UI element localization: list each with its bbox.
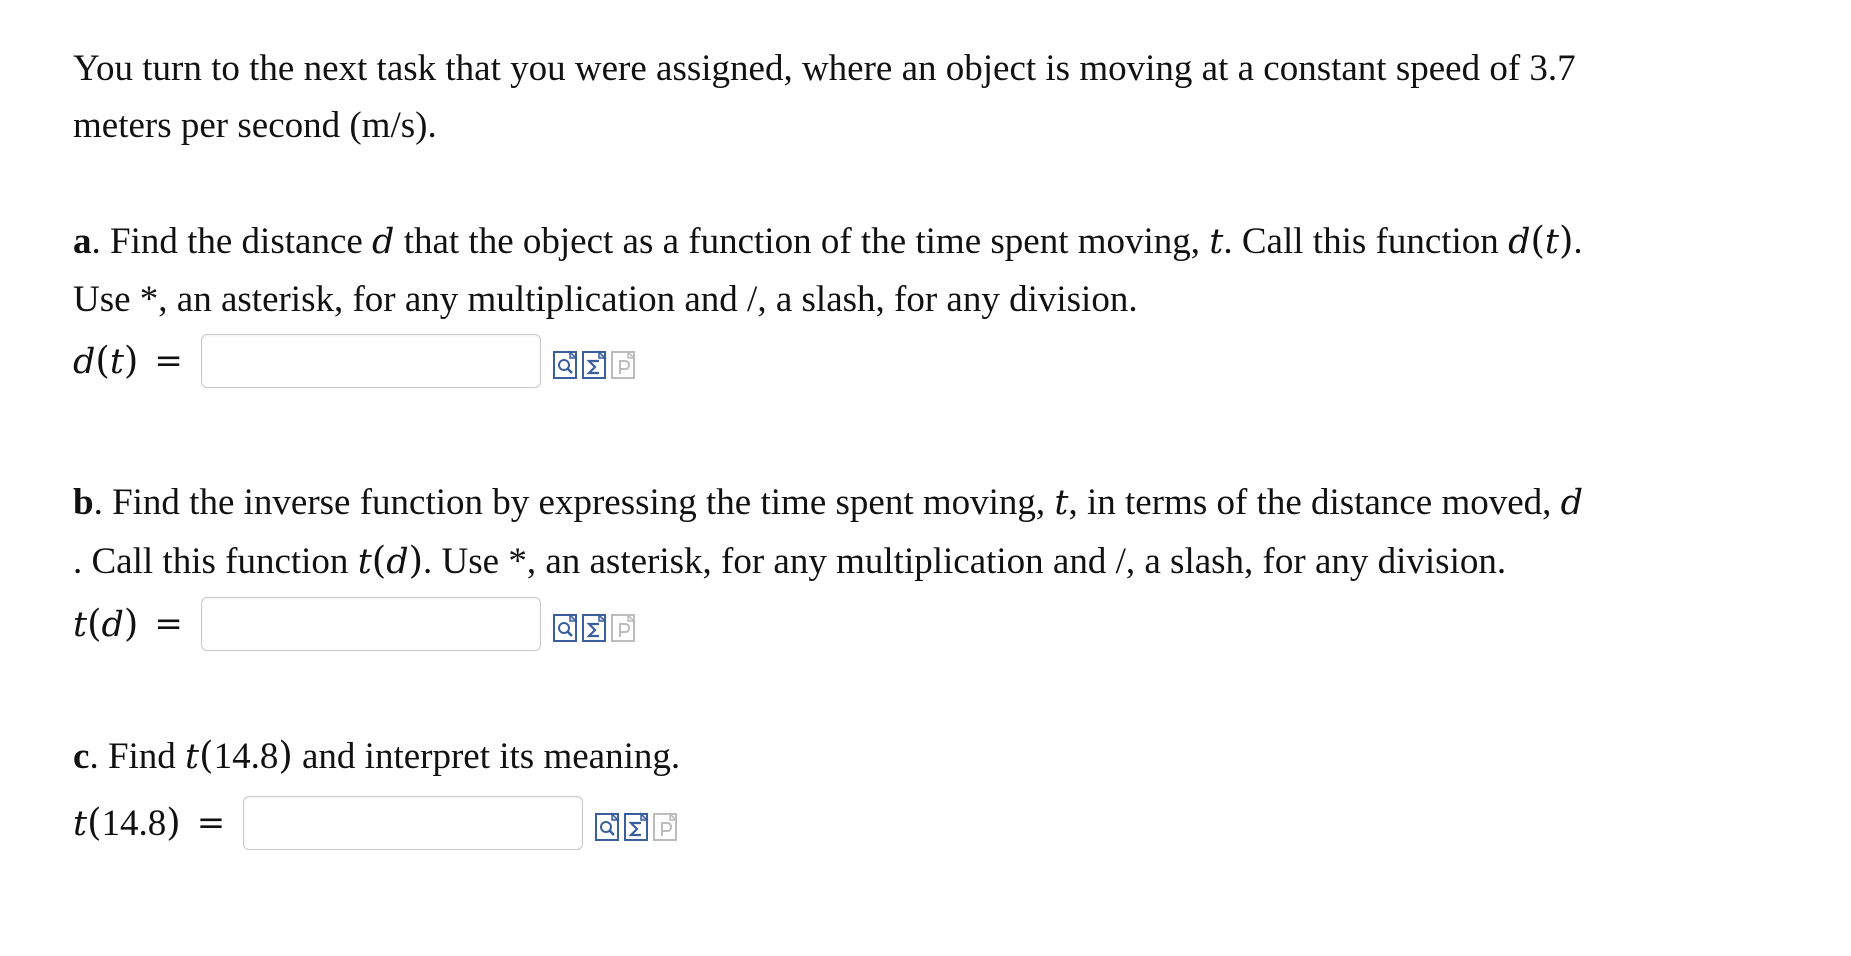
answer-tools <box>553 342 637 380</box>
part-c-answer-input[interactable] <box>243 796 583 850</box>
part-c-text: . Find <box>89 736 186 777</box>
part-b-text: . Find the inverse function by expressing the time spent moving, <box>93 482 1055 523</box>
equals-sign: = <box>154 604 183 644</box>
preview-answer-icon[interactable] <box>553 613 579 643</box>
help-icon[interactable] <box>611 350 637 380</box>
help-icon[interactable] <box>611 613 637 643</box>
equation-editor-icon[interactable] <box>582 350 608 380</box>
preview-answer-icon[interactable] <box>595 812 621 842</box>
function-arg: 14.8 <box>213 736 279 777</box>
part-c-answer-row <box>73 792 1773 854</box>
preview-answer-icon[interactable] <box>553 350 579 380</box>
equation-editor-icon[interactable] <box>624 812 650 842</box>
part-b-text: Call this function <box>82 541 358 582</box>
part-a-label: a <box>73 221 92 262</box>
var-d: d <box>1560 483 1584 523</box>
function-name: d <box>1508 222 1531 262</box>
function-name: t <box>185 737 200 777</box>
part-c-text: and interpret its meaning. <box>292 736 681 777</box>
help-icon[interactable] <box>653 812 679 842</box>
part-b-answer-input[interactable] <box>201 597 541 651</box>
intro-line-1: You turn to the next task that you were assigned, where an object is moving at a constant speed of 3.7 <box>73 48 1576 89</box>
part-b-label: b <box>73 482 94 523</box>
part-c-prompt: c. Find t(14.8) and interpret its meaning. <box>73 734 681 777</box>
part-b-text: . <box>73 541 83 582</box>
part-a-answer-input[interactable] <box>201 334 541 388</box>
part-a-lhs: d(t) <box>73 339 139 382</box>
part-b-answer-row <box>73 593 1773 655</box>
function-arg: d <box>386 542 409 582</box>
part-b-text: , in terms of the distance moved, <box>1068 482 1561 523</box>
equals-sign: = <box>196 803 226 843</box>
answer-tools <box>553 605 637 643</box>
part-b-instructions: . Use *, an asterisk, for any multiplication and /, a slash, for any division. <box>423 541 1507 582</box>
answer-tools <box>595 804 679 842</box>
part-b-lhs: t(d) <box>73 602 139 645</box>
part-c-lhs: t(14.8) <box>73 801 181 844</box>
function-name: t <box>357 542 372 582</box>
equals-sign: = <box>154 341 183 381</box>
part-a-prompt: a. Find the distance d that the object as a function of the time spent moving, t. Call this function d(t). Use *, an asterisk, for any multiplication and /, a slash, for any division. <box>73 219 1583 320</box>
part-a-instructions: Use *, an asterisk, for any multiplication and /, a slash, for any division. <box>73 279 1138 320</box>
equation-editor-icon[interactable] <box>582 613 608 643</box>
intro-line-2: meters per second (m/s). <box>73 105 437 146</box>
var-t: t <box>1209 222 1224 262</box>
part-a-answer-row <box>73 330 1773 392</box>
part-c-label: c <box>73 736 90 777</box>
problem-intro <box>73 40 1773 154</box>
part-a-text: . <box>1573 221 1583 262</box>
part-a-text: . Call this function <box>1223 221 1509 262</box>
var-t: t <box>1054 483 1069 523</box>
part-a-text: . Find the distance <box>91 221 373 262</box>
part-b-prompt: b. Find the inverse function by expressing the time spent moving, t, in terms of the distance moved, d . Call this function t(d). Use *, an asterisk, for any multiplication and /, a slash, for any division. <box>73 482 1584 582</box>
part-a-text: that the object as a function of the time spent moving, <box>394 221 1210 262</box>
problem-page <box>73 40 1773 854</box>
var-d: d <box>372 222 395 262</box>
function-arg: t <box>1544 222 1559 262</box>
